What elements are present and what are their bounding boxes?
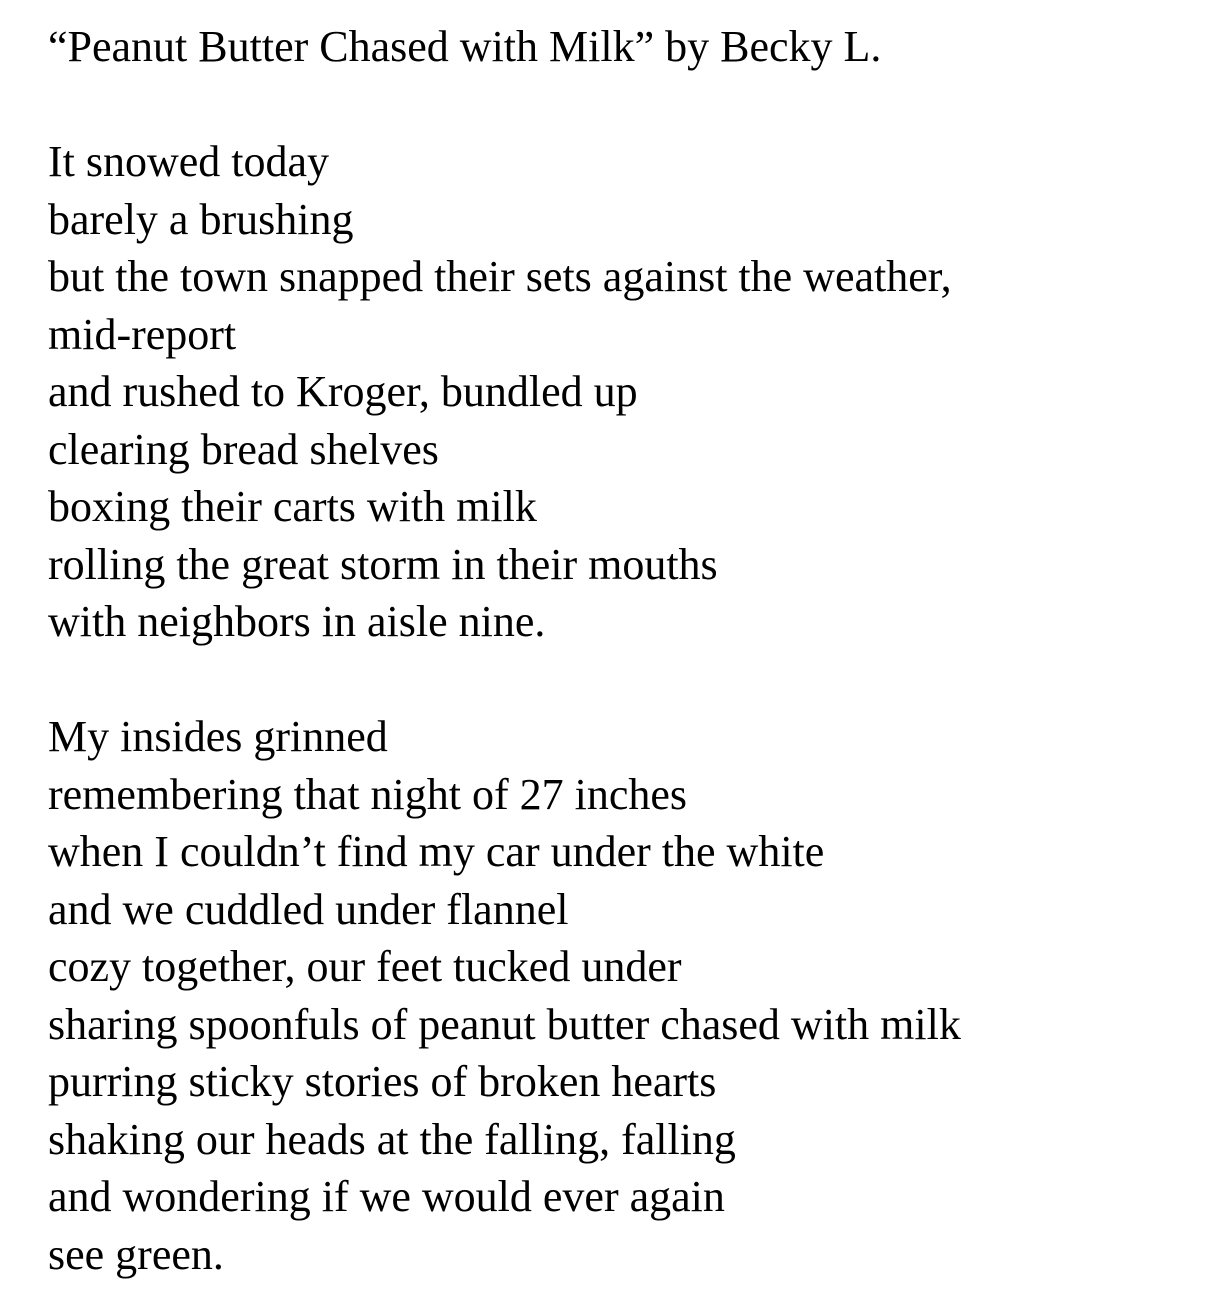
stanza-gap: [48, 651, 1188, 709]
stanza-gap: [48, 76, 1188, 134]
stanza-2: [48, 708, 1188, 1283]
poem-document: [48, 18, 1188, 1283]
poem-line: cozy together, our feet tucked under: [48, 942, 682, 991]
poem-line: shaking our heads at the falling, falling: [48, 1114, 736, 1164]
poem-line: clearing bread shelves: [48, 424, 439, 474]
poem-line: boxing their carts with milk: [48, 482, 537, 531]
poem-line: and rushed to Kroger, bundled up: [48, 367, 638, 416]
poem-line: My insides grinned: [48, 712, 388, 761]
poem-line: mid-report: [48, 309, 237, 359]
poem-line: and we cuddled under flannel: [48, 884, 569, 934]
poem-line: and wondering if we would ever again: [48, 1172, 725, 1221]
poem-line: remembering that night of 27 inches: [48, 769, 688, 819]
stanza-1: [48, 133, 1188, 651]
poem-line: rolling the great storm in their mouths: [48, 539, 718, 589]
poem-line: see green.: [48, 1229, 224, 1279]
poem-line: purring sticky stories of broken hearts: [48, 1057, 717, 1106]
poem-line: sharing spoonfuls of peanut butter chased with milk: [48, 999, 961, 1049]
poem-line: It snowed today: [48, 137, 330, 186]
poem-line: but the town snapped their sets against the weather,: [48, 252, 952, 301]
poem-line: when I couldn’t find my car under the white: [48, 827, 825, 876]
poem-line: barely a brushing: [48, 194, 354, 244]
poem-line: with neighbors in aisle nine.: [48, 597, 546, 646]
poem-title: “Peanut Butter Chased with Milk” by Becky L.: [48, 22, 882, 71]
